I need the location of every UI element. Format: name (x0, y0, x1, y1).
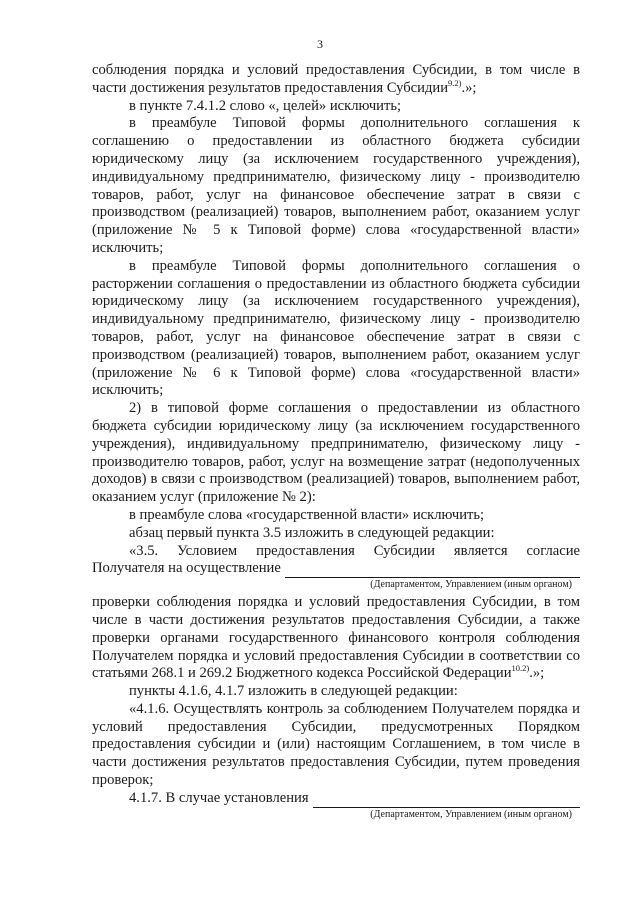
paragraph: «3.5. Условием предоставления Субсидии является согласие (129, 542, 580, 559)
paragraph: в преамбуле Типовой формы дополнительного соглашения к соглашению о предоставлении из областного бюджета субсидии юридическому лицу (за исключением государственного учреждения), индивидуальному предпринимателю, физическому лицу - производителю товаров, работ, услуг на финансовое обеспечение затрат в связи с производством (реализацией) товаров, выполнением работ, оказанием услуг (приложение № 5 к Типовой форме) слова «государственной власти» исключить; (92, 115, 580, 256)
field-caption: (Департаментом, Управлением (иным органом) (370, 808, 572, 820)
field-caption: (Департаментом, Управлением (иным органом) (370, 579, 572, 591)
fill-in-line: Получателя на осуществление (92, 560, 580, 578)
paragraph: «4.1.6. Осуществлять контроль за соблюдением Получателем порядка и условий предоставления Субсидии, предусмотренных Порядком предоставления субсидии и (или) настоящим Соглашением, в том числе в части достижения результатов предоставления Субсидии, путем проведения проверок; (92, 700, 580, 789)
paragraph: пункты 4.1.6, 4.1.7 изложить в следующей редакции: (129, 683, 458, 700)
page-number: 3 (317, 37, 323, 51)
paragraph-continuation: соблюдения порядка и условий предоставления Субсидии, в том числе в части достижения результатов предоставления Субсидии$^{9.2)}$.»; (92, 62, 580, 96)
paragraph: в пункте 7.4.1.2 слово «, целей» исключить; (129, 97, 402, 114)
footnote-ref: 10.2) (511, 663, 530, 674)
paragraph: абзац первый пункта 3.5 изложить в следующей редакции: (129, 524, 495, 541)
paragraph: 2) в типовой форме соглашения о предоставлении из областного бюджета субсидии юридическому лицу (за исключением государственного учреждения), индивидуальному предпринимателю, физическому лицу - производителю товаров, работ, услуг на возмещение затрат (недополученных доходов) в связи с производством (реализацией) товаров, выполнением работ, оказанием услуг (приложение № 2): (92, 400, 580, 506)
paragraph: проверки соблюдения порядка и условий предоставления Субсидии, в том числе в части достижения результатов предоставления Субсидии, а также проверки органами государственного финансового контроля соблюдения Получателем порядка и условий предоставления Субсидии в соответствии со статьями 268.1 и 269.2 Бюджетного кодекса Российской Федерации$^{10.2)}$.»; (92, 594, 580, 682)
paragraph: в преамбуле слова «государственной власти» исключить; (129, 506, 485, 523)
document-body (92, 62, 580, 824)
footnote-ref: 9.2) (448, 77, 462, 88)
blank-field (285, 564, 580, 578)
paragraph: в преамбуле Типовой формы дополнительного соглашения о расторжении соглашения о предоставлении из областного бюджета субсидии юридическому лицу (за исключением государственного учреждения), индивидуальному предпринимателю, физическому лицу - производителю товаров, работ, услуг на финансовое обеспечение затрат в связи с производством (реализацией) товаров, выполнением работ, оказанием услуг (приложение № 6 к Типовой форме) слова «государственной власти» исключить; (92, 257, 580, 399)
fill-in-line: 4.1.7. В случае установления (92, 790, 580, 808)
blank-field (313, 794, 580, 808)
